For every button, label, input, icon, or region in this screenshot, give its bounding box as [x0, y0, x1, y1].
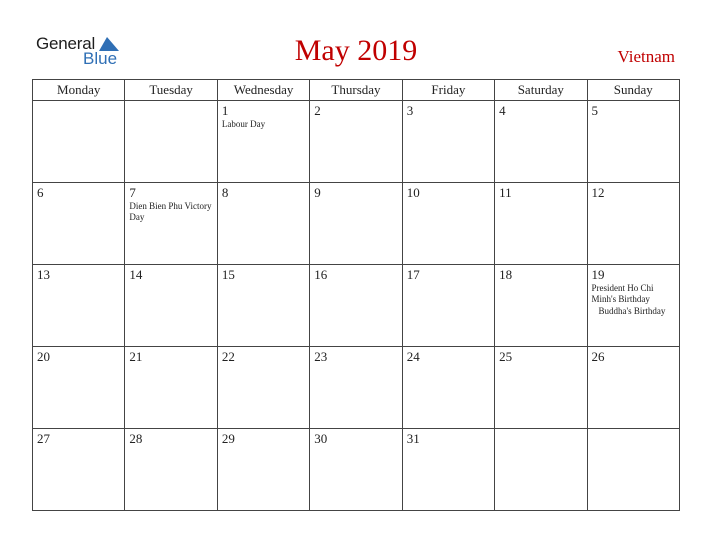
day-number: 8	[221, 185, 229, 200]
day-number: 2	[314, 103, 321, 118]
day-cell	[495, 347, 587, 429]
day-number: 6	[37, 185, 44, 200]
weekday-header-row	[33, 80, 680, 101]
day-cell	[495, 101, 587, 183]
country-label: Vietnam	[617, 47, 675, 66]
day-cell	[587, 265, 679, 347]
day-cell	[587, 183, 679, 265]
weekday-thursday: Thursday	[310, 80, 402, 101]
day-cell	[402, 183, 494, 265]
day-number: 21	[129, 349, 143, 364]
day-number: 10	[406, 185, 420, 200]
day-number: 19	[591, 267, 605, 282]
day-cell	[125, 347, 217, 429]
day-cell	[402, 265, 494, 347]
day-cell	[495, 429, 587, 511]
weekday-saturday: Saturday	[495, 80, 587, 101]
day-cell	[125, 101, 217, 183]
day-cell	[402, 101, 494, 183]
day-number: 28	[129, 431, 143, 446]
day-number: 24	[406, 349, 420, 364]
day-number: 20	[37, 349, 50, 364]
day-number: 16	[314, 267, 328, 282]
weekday-wednesday: Wednesday	[217, 80, 309, 101]
day-number: 23	[314, 349, 328, 364]
day-cell	[495, 265, 587, 347]
calendar-title: May 2019	[294, 34, 418, 67]
day-number: 26	[591, 349, 605, 364]
week-row	[33, 183, 680, 265]
day-cell	[125, 183, 217, 265]
day-cell	[310, 429, 402, 511]
day-cell	[217, 429, 309, 511]
weekday-friday: Friday	[402, 80, 494, 101]
day-number: 5	[591, 103, 599, 118]
holiday-label: Labour Day	[221, 119, 266, 129]
day-cell	[587, 101, 679, 183]
week-row	[33, 265, 680, 347]
day-number: 11	[499, 185, 512, 200]
day-cell	[217, 347, 309, 429]
day-number: 31	[406, 431, 420, 446]
day-number: 17	[406, 267, 420, 282]
day-number: 7	[129, 185, 136, 200]
day-number: 15	[221, 267, 235, 282]
weekday-sunday: Sunday	[587, 80, 679, 101]
logo-word-general: General	[36, 34, 96, 53]
day-number: 14	[129, 267, 143, 282]
holiday-label: Dien Bien Phu Victory Day	[129, 201, 212, 222]
weekday-monday: Monday	[33, 80, 125, 101]
day-cell	[217, 183, 309, 265]
day-number: 30	[314, 431, 328, 446]
day-number: 29	[221, 431, 235, 446]
day-cell	[33, 101, 125, 183]
day-number: 4	[499, 103, 506, 118]
day-cell	[587, 429, 679, 511]
day-number: 9	[314, 185, 321, 200]
day-number: 12	[591, 185, 605, 200]
day-number: 25	[499, 349, 513, 364]
week-row	[33, 347, 680, 429]
weekday-tuesday: Tuesday	[125, 80, 217, 101]
day-cell	[402, 429, 494, 511]
day-number: 3	[406, 103, 414, 118]
day-number: 27	[37, 431, 50, 446]
week-row	[33, 429, 680, 511]
day-cell	[310, 265, 402, 347]
calendar-grid	[32, 79, 680, 511]
day-cell	[33, 429, 125, 511]
holiday-label-second: Buddha's Birthday	[598, 306, 666, 316]
day-number: 1	[221, 103, 229, 118]
holiday-label: President Ho Chi Minh's Birthday	[591, 283, 654, 304]
day-cell	[125, 429, 217, 511]
day-cell	[217, 101, 309, 183]
day-cell	[495, 183, 587, 265]
day-cell	[310, 347, 402, 429]
day-cell	[402, 347, 494, 429]
day-number: 18	[499, 267, 513, 282]
logo-word-blue: Blue	[83, 49, 118, 68]
day-cell	[33, 265, 125, 347]
day-cell	[33, 183, 125, 265]
day-cell	[217, 265, 309, 347]
day-cell	[125, 265, 217, 347]
week-row	[33, 101, 680, 183]
day-cell	[587, 347, 679, 429]
day-number: 22	[221, 349, 235, 364]
day-number: 13	[37, 267, 50, 282]
day-cell	[310, 183, 402, 265]
day-cell	[310, 101, 402, 183]
day-cell	[33, 347, 125, 429]
